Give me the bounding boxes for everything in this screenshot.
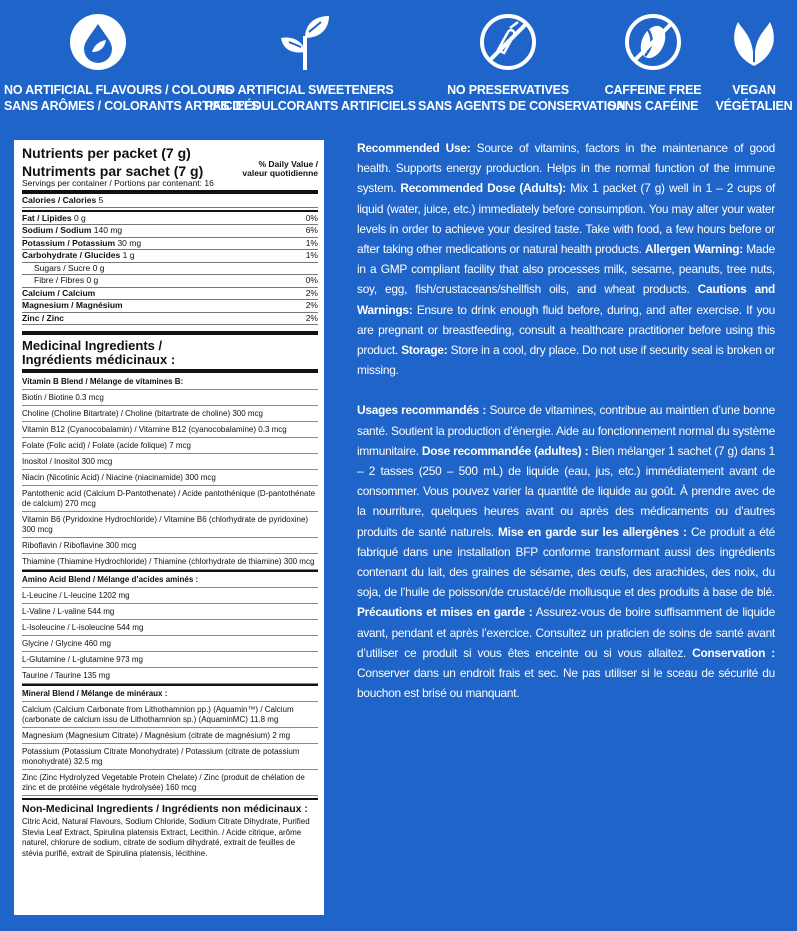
nutrients-title-fr: Nutriments par sachet (7 g) [22,163,204,179]
ingredient-row: Biotin / Biotine 0.3 mcg [22,390,318,406]
calories-label: Calories / Calories [22,195,97,205]
nutrient-daily-value: 2% [305,300,318,310]
badge-caffeine-free [598,12,708,114]
directions-text-column [357,138,775,703]
french-directions [357,400,775,703]
cautions-text-fr: Assurez-vous de boire suffisamment de liquide avant, pendant et après l’exercice. Consultez un praticien de soins de santé avant d’utiliser ce produit si vous êtes enceinte ou si vous allaitez. [357,605,775,660]
english-directions [357,138,775,380]
ingredient-row: Calcium (Calcium Carbonate from Lithothamnion pp.) (Aquamin™) / Calcium (carbonate de calcium issu de Lithothamnion sp.) (AquaminMC) 11.8 mg [22,702,318,728]
ingredient-row: L-Valine / L-valine 544 mg [22,604,318,620]
recommended-dose-label: Recommended Dose (Adults): [400,181,566,196]
cautions-label-fr: Précautions et mises en garde : [357,605,533,620]
medicinal-title-fr: Ingrédients médicinaux : [22,351,176,367]
badge-label-en: VEGAN [732,83,776,97]
daily-value-header-fr: valeur quotidienne [242,168,318,178]
nutrient-amount: 30 mg [117,237,142,248]
nutrition-facts-panel [14,140,324,915]
divider [22,798,318,800]
nutrient-row [22,213,318,226]
nutrient-name: Potassium / Potassium [22,237,116,248]
badge-label-fr: VÉGÉTALIEN [715,99,793,113]
divider [22,210,318,212]
medicinal-ingredient-list [22,374,318,796]
storage-text-fr: Conserver dans un endroit frais et sec. Ne pas utiliser si le sceau de sécurité du bouchon est brisé ou manquant. [357,666,775,701]
nutrients-title-en: Nutrients per packet (7 g) [22,145,191,161]
badge-label-en: NO PRESERVATIVES [447,83,569,97]
storage-text: Store in a cool, dry place. Do not use if security seal is broken or missing. [357,343,775,378]
sprout-icon [275,12,335,72]
ingredient-row: Vitamin B12 (Cyanocobalamin) / Vitamine B12 (cyanocobalamine) 0.3 mcg [22,422,318,438]
badge-label-en: CAFFEINE FREE [604,83,702,97]
nutrient-daily-value: 2% [305,287,318,298]
nutrient-amount: 0 g [86,275,99,285]
badge-label-fr: SANS CAFÉINE [607,99,699,113]
nutrient-amount: 0 g [92,262,105,273]
nutrient-daily-value: 1% [305,237,318,248]
ingredient-row: Vitamin B6 (Pyridoxine Hydrochloride) / Vitamine B6 (chlorhydrate de pyridoxine) 300 mcg [22,512,318,538]
calories-row [22,195,318,208]
badge-no-artificial-sweeteners [205,12,416,114]
ingredient-blend-heading: Vitamin B Blend / Mélange de vitamines B: [22,374,318,390]
nonmedicinal-text: Citric Acid, Natural Flavours, Sodium Chloride, Sodium Citrate Dihydrate, Purified Stevia Leaf Extract, Spirulina platensis Extract, Lecithin. / Acide citrique, arôme naturel, chlorure de sodium, citrate de sodium dihydraté, extrait de feuilles de stévia purifié, extrait de Spirulina platensis, lécithine. [22,817,310,858]
nutrient-name: Sugars / Sucre [34,262,91,273]
daily-value-header-en: % Daily Value / [258,159,318,169]
ingredient-row: Thiamine (Thiamine Hydrochloride) / Thiamine (chlorhydrate de thiamine) 300 mcg [22,554,318,570]
nutrient-amount: 140 mg [93,225,123,235]
badge-label-en: NO ARTIFICIAL SWEETENERS [216,83,394,97]
nutrient-row [22,250,318,263]
nutrient-name: Fibre / Fibres [34,275,85,285]
nutrient-row [22,225,318,238]
cautions-label: Cautions and Warnings: [357,282,776,317]
storage-label-fr: Conservation : [692,645,775,660]
calories-value: 5 [98,195,104,205]
nutrient-row [22,300,318,313]
ingredient-row: L-Leucine / L-leucine 1202 mg [22,588,318,604]
nutrient-row [22,263,318,276]
nutrient-daily-value: 6% [305,225,318,235]
ingredient-row: Glycine / Glycine 460 mg [22,636,318,652]
nutrient-name: Sodium / Sodium [22,225,92,235]
ingredient-row: Potassium (Potassium Citrate Monohydrate) / Potassium (citrate de potassium monohydraté) 32.5 mg [22,744,318,770]
badge-label-fr: SANS AGENTS DE CONSERVATION [418,99,626,113]
recommended-dose-text: Mix 1 packet (7 g) well in 1 – 2 cups of liquid (water, juice, etc.) immediately before consumption. You may alter your water levels in order to achieve your desired taste. Take with food, a few hours before or after taking other medications or natural health products. [357,181,775,257]
ingredient-row: Zinc (Zinc Hydrolyzed Vegetable Protein Chelate) / Zinc (produit de chélation de zinc et de protéine végétale hydrolysée) 160 mcg [22,770,318,796]
allergen-text-fr: Ce produit a été fabriqué dans une installation BFP conforme transformant aussi des ingrédients contenant du lait, des graines de sésame, des œufs, des arachides, des noix, du soja, de l’huile de poisson/de crustacé/de mollusque et des produits à base de blé. [357,524,775,600]
ingredient-blend-heading: Mineral Blend / Mélange de minéraux : [22,684,318,702]
ingredient-row: Folate (Folic acid) / Folate (acide folique) 7 mcg [22,438,318,454]
cautions-text: Ensure to drink enough fluid before, during, and after exercise. If you are pregnant or breastfeeding, consult a healthcare practitioner before using this product. [357,302,775,358]
nutrient-row [22,288,318,301]
nonmedicinal-title: Non-Medicinal Ingredients / Ingrédients non médicinaux : [22,803,308,815]
ingredient-row: Riboflavin / Riboflavine 300 mcg [22,538,318,554]
nutrient-daily-value: 0% [305,212,318,223]
nutrient-daily-value: 0% [305,275,318,285]
ingredient-row: Magnesium (Magnesium Citrate) / Magnésium (citrate de magnésium) 2 mg [22,728,318,744]
badge-label-fr: SANS ARÔMES / COLORANTS ARTIFICIELS [4,99,260,113]
ingredient-row: L-Isoleucine / L-isoleucine 544 mg [22,620,318,636]
dose-label-fr: Dose recommandée (adultes) : [421,443,589,458]
nutrient-amount: 1 g [122,250,135,260]
dose-text-fr: Bien mélanger 1 sachet (7 g) dans 1 – 2 tasses (250 – 500 mL) de liquide (eau, jus, etc.) immédiatement avant de consommer. Vous pouvez varier la quantité de liquide au goût. À prendre avec de la nourriture, quelques heures avant ou après des médicaments ou d’autres produits de santé naturels. [357,443,775,539]
divider [22,331,318,335]
nutrient-name: Zinc / Zinc [22,312,65,323]
badge-label-fr: PAS D’ÉDULCORANTS ARTIFICIELS [205,99,416,113]
badge-label-en: NO ARTIFICIAL FLAVOURS / COLOURS [4,83,233,97]
nutrient-name: Magnesium / Magnésium [22,300,123,310]
nutrient-row [22,275,318,288]
divider [22,369,318,373]
medicinal-title-en: Medicinal Ingredients / [22,338,163,353]
nutrient-row [22,313,318,326]
servings-per-container: Servings per container / Portions par contenant: 16 [22,178,214,188]
vegan-leaf-icon [724,12,784,72]
ingredient-row: Pantothenic acid (Calcium D-Pantothenate) / Acide pantothénique (D-pantothénate de calcium) 270 mcg [22,486,318,512]
nutrient-rows [22,213,318,326]
nutrient-name: Carbohydrate / Glucides [22,250,121,260]
water-drop-leaf-icon [68,12,128,72]
ingredient-row: Inositol / Inositol 300 mcg [22,454,318,470]
allergen-warning-label: Allergen Warning: [644,242,743,257]
recommended-use-text: Source of vitamins, factors in the maintenance of good health. Supports energy production. Helps in the normal function of the immune system. [357,141,775,196]
ingredient-row: Niacin (Nicotinic Acid) / Niacine (niacinamide) 300 mcg [22,470,318,486]
storage-label: Storage: [401,343,448,358]
nutrient-amount: 0 g [73,212,86,223]
nutrient-name: Calcium / Calcium [22,287,96,298]
recommended-use-label: Recommended Use: [357,141,471,155]
usages-label: Usages recommandés : [357,403,487,418]
ingredient-blend-heading: Amino Acid Blend / Mélange d’acides aminés : [22,570,318,588]
allergen-label-fr: Mise en garde sur les allergènes : [498,524,687,539]
no-preservatives-icon [478,12,538,72]
allergen-warning-text: Made in a GMP compliant facility that also processes milk, sesame, peanuts, tree nuts, soy, egg, fish/crustaceans/shellfish oils, and wheat products. [357,242,775,297]
badge-vegan [712,12,796,114]
daily-value-header [242,160,318,178]
feature-badges-banner [0,0,797,130]
ingredient-row: L-Glutamine / L-glutamine 973 mg [22,652,318,668]
nutrient-name: Fat / Lipides [22,212,72,223]
nutrient-row [22,238,318,251]
ingredient-row: Taurine / Taurine 135 mg [22,668,318,684]
nutrient-daily-value: 2% [305,312,318,323]
ingredient-row: Choline (Choline Bitartrate) / Choline (bitartrate de choline) 300 mcg [22,406,318,422]
nutrient-daily-value: 1% [305,250,318,260]
usages-text: Source de vitamines, contribue au maintien d’une bonne santé. Soutient la production d’énergie. Aide au fonctionnement normal du système immunitaire. [357,403,775,458]
no-caffeine-bean-icon [623,12,683,72]
badge-no-artificial-flavours [4,12,260,114]
divider [22,190,318,194]
badge-no-preservatives [418,12,626,114]
